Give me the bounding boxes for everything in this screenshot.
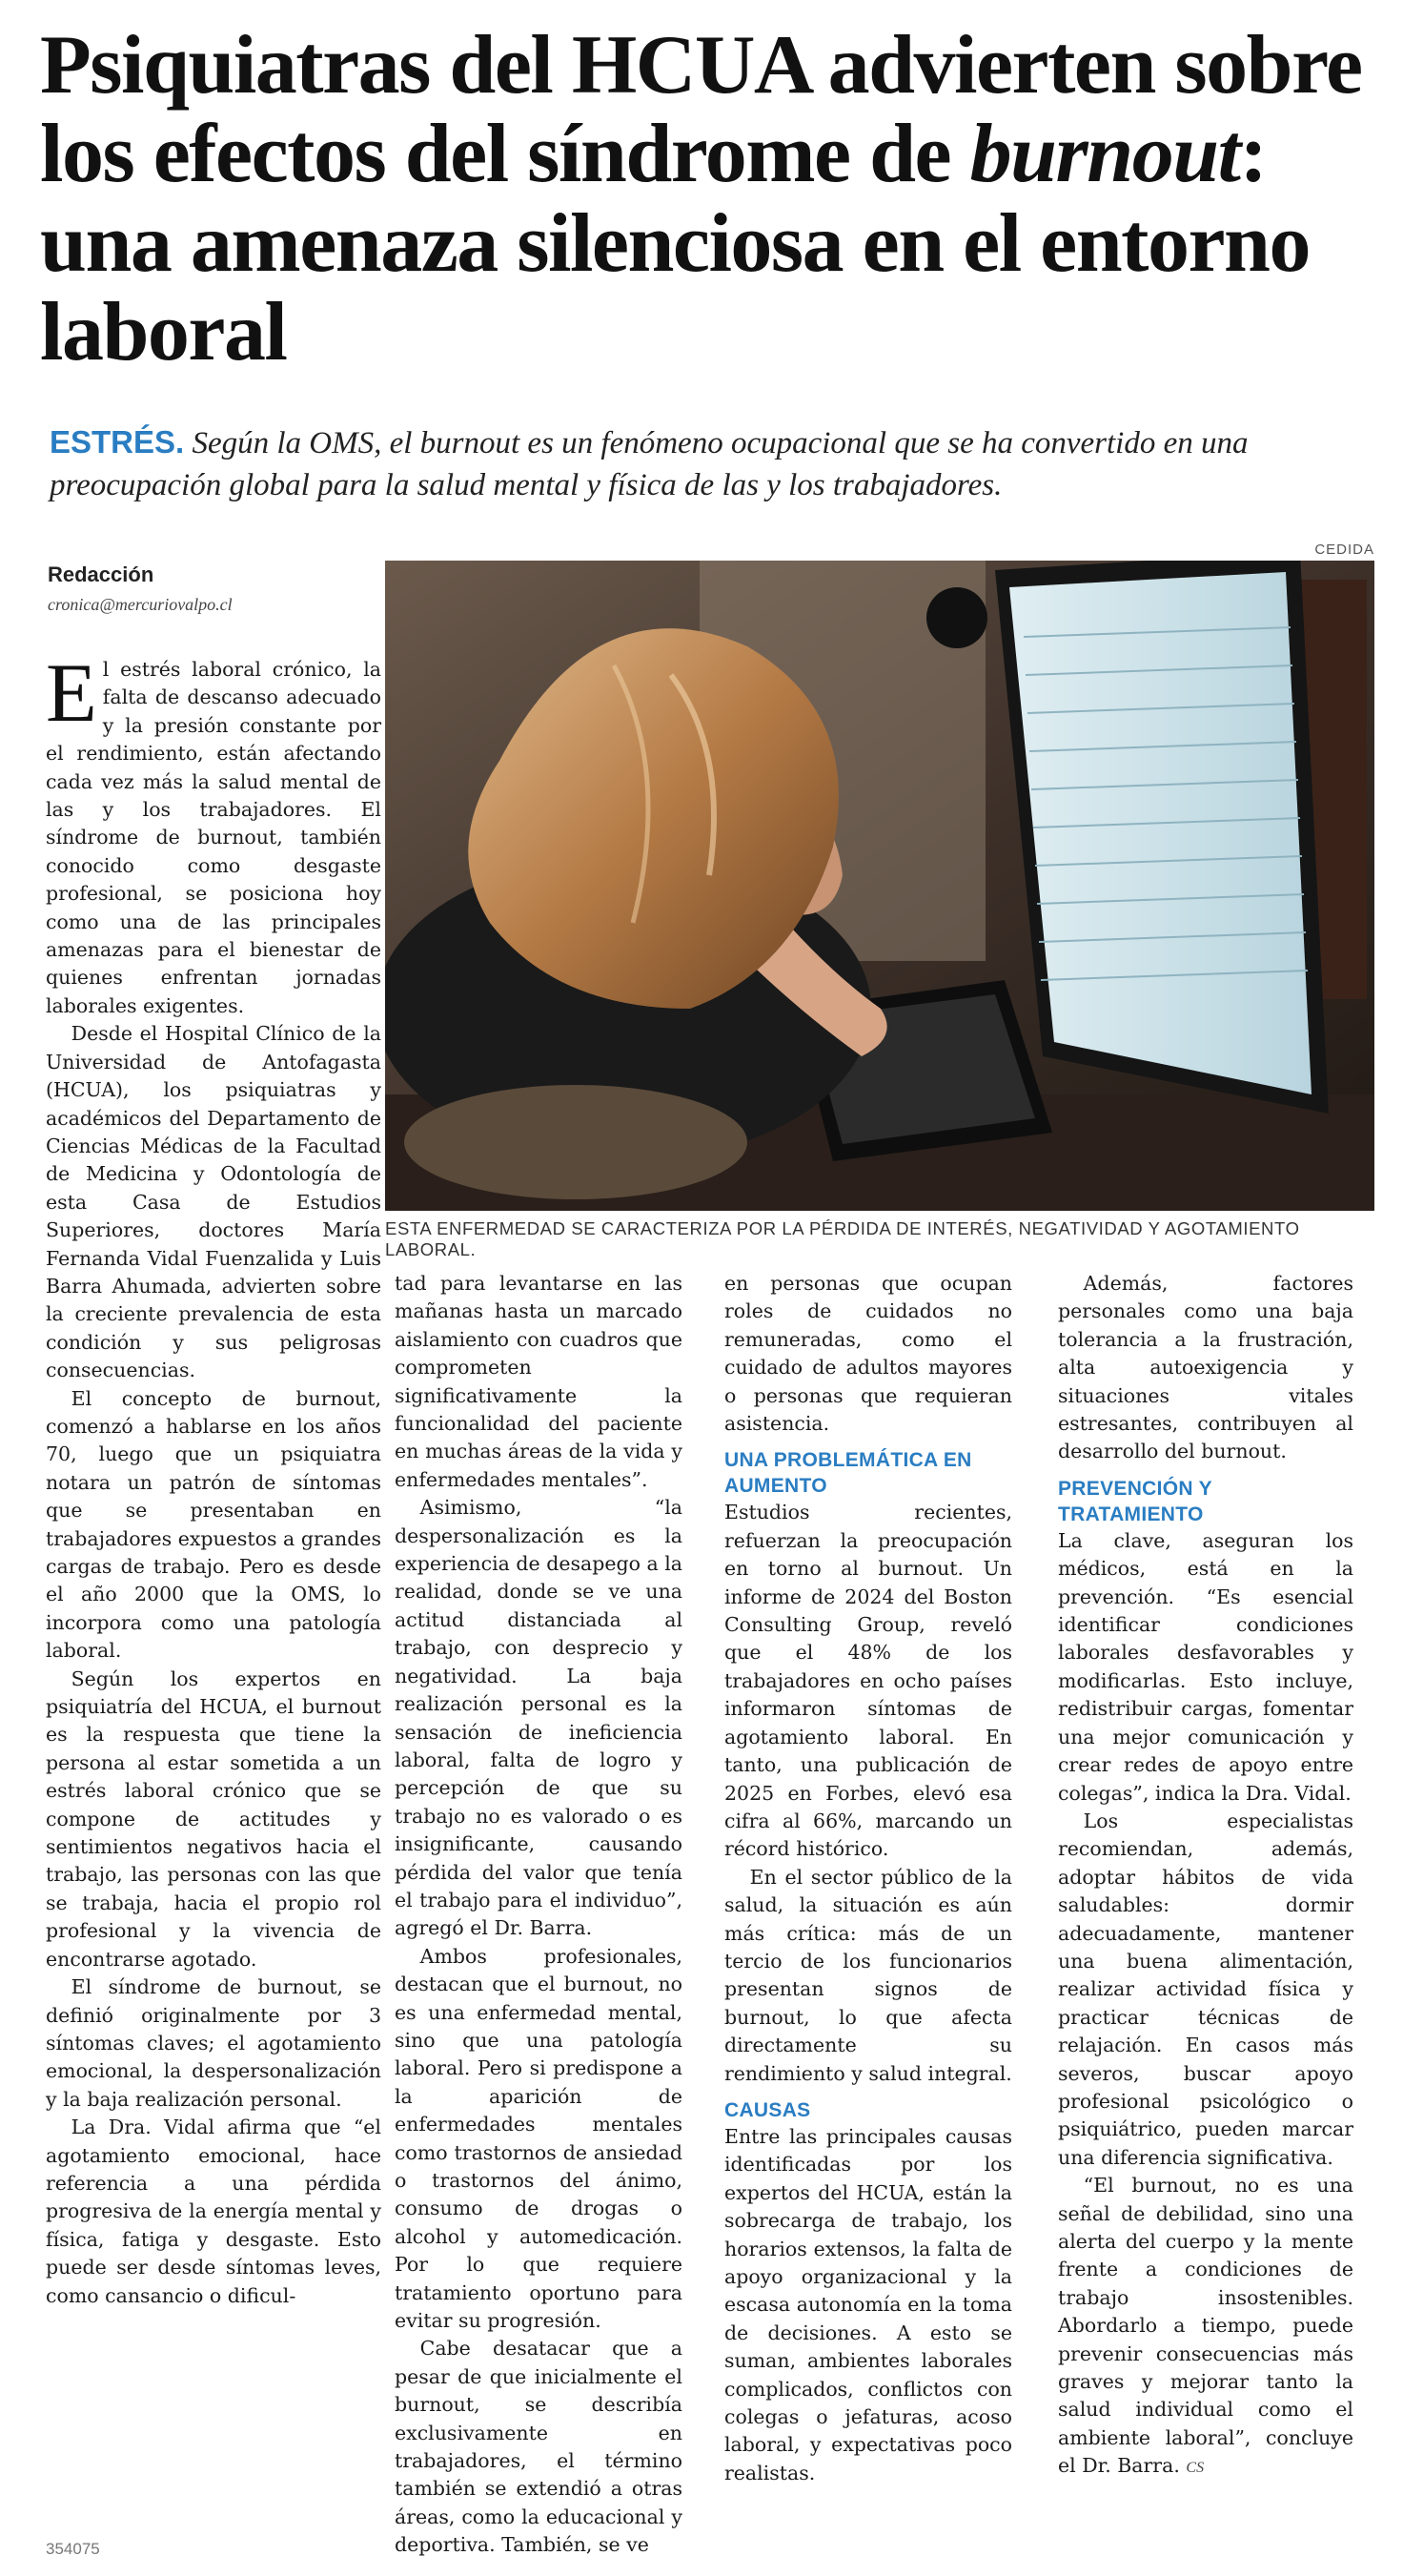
end-mark: CS — [1186, 2460, 1205, 2477]
body-paragraph: El concepto de burnout, comenzó a hablarse en los años 70, luego que un psiquiatra notara un patrón de síntomas que se presentaban en trabajadores expuestos a grandes cargas de trabajo. Pero es desde el año 2000 que la OMS, lo incorpora como una patología laboral. — [46, 1386, 381, 1663]
section-heading-prevencion: PREVENCIÓN Y TRATAMIENTO — [1058, 1477, 1212, 1525]
byline — [48, 562, 372, 615]
byline-email[interactable]: cronica@mercuriovalpo.cl — [48, 595, 233, 614]
photo-caption: ESTA ENFERMEDAD SE CARACTERIZA POR LA PÉRDIDA DE INTERÉS, NEGATIVIDAD Y AGOTAMIENTO LABORAL. — [385, 1218, 1300, 1259]
article-column-1 — [46, 647, 381, 2310]
lead-text: Según la OMS, el burnout es un fenómeno ocupacional que se ha convertido en una preocupación global para la salud mental y física de las y los trabajadores. — [50, 426, 1249, 502]
body-paragraph: Cabe desatacar que a pesar de que inicialmente el burnout, se describía exclusivamente en trabajadores, el término también se extendió a otras áreas, como la educacional y deportiva. También, se ve — [395, 2337, 682, 2557]
body-paragraph: “El burnout, no es una señal de debilidad, sino una alerta del cuerpo y la mente frente a condiciones de trabajo insostenibles. Abordarlo a tiempo, puede prevenir consecuencias más graves y mejorar tanto la salud individual como el ambiente laboral”, concluye el Dr. Barra. CS — [1058, 2174, 1353, 2478]
article-photo — [385, 561, 1374, 1211]
body-paragraph: El estrés laboral crónico, la falta de descanso adecuado y la presión constante por el rendimiento, están afectando cada vez más la salud mental de las y los trabajadores. El síndrome de burnout, también conocido como desgaste profesional, se posiciona hoy como una de las principales amenazas para el bienestar de quienes enfrentan jornadas laborales exigentes. — [46, 647, 381, 1017]
body-paragraph: En el sector público de la salud, la situación es aún más crítica: más de un tercio de los funcionarios presentan signos de burnout, lo que afecta directamente su rendimiento y salud integral. — [724, 1865, 1012, 2085]
body-paragraph: Además, factores personales como una baja tolerancia a la frustración, alta autoexigencia y situaciones vitales estresantes, contribuyen al desarrollo del burnout. — [1058, 1272, 1353, 1463]
body-paragraph: Estudios recientes, refuerzan la preocupación en torno al burnout. Un informe de 2024 del Boston Consulting Group, reveló que el 48% de los trabajadores en ocho países informaron síntomas de agotamiento laboral. En tanto, una publicación de 2025 en Forbes, elevó esa cifra al 66%, marcando un récord histórico. — [724, 1501, 1012, 1861]
body-paragraph: La Dra. Vidal afirma que “el agotamiento emocional, hace referencia a una pérdida progresiva de la energía mental y física, fatiga y desgaste. Esto puede ser desde síntomas leves, como cansancio o dificul- — [46, 2116, 381, 2307]
body-paragraph: Según los expertos en psiquiatría del HCUA, el burnout es la respuesta que tiene la persona al estar sometida a un estrés laboral crónico que se compone de actitudes y sentimientos negativos hacia el trabajo, las personas con las que se trabaja, hacia el propio rol profesional y la vivencia de encontrarse agotado. — [46, 1666, 381, 1971]
body-paragraph: tad para levantarse en las mañanas hasta un marcado aislamiento con cuadros que comprometen significativamente la funcionalidad del paciente en muchas áreas de la vida y enfermedades mentales”. — [395, 1272, 682, 1491]
headline-part1: Psiquiatras del HCUA advierten sobre los efectos del síndrome de — [40, 19, 1362, 201]
body-paragraph: Desde el Hospital Clínico de la Universidad de Antofagasta (HCUA), los psiquiatras y académicos del Departamento de Ciencias Médicas de la Facultad de Medicina y Odontología de esta Casa de Estudios Superiores, doctores María Fernanda Vidal Fuenzalida y Luis Barra Ahumada, advierten sobre la creciente prevalencia de esta condición y sus peligrosas consecuencias. — [46, 1022, 381, 1382]
article-column-3 — [724, 1270, 1012, 2487]
byline-name: Redacción — [48, 562, 154, 586]
body-paragraph: Ambos profesionales, destacan que el burnout, no es una enfermedad mental, sino que una patología laboral. Pero si predispone a la aparición de enfermedades mentales como trastornos de ansiedad o trastornos del ánimo, consumo de drogas o alcohol y automedicación. Por lo que requiere tratamiento oportuno para evitar su progresión. — [395, 1944, 682, 2333]
body-paragraph: Los especialistas recomiendan, además, adoptar hábitos de vida saludables: dormir adecuadamente, mantener una buena alimentación, realizar actividad física y practicar técnicas de relajación. En casos más severos, buscar apoyo profesional psicológico o psiquiátrico, pueden marcar una diferencia significativa. — [1058, 1809, 1353, 2169]
headline-part2: : una amenaza silenciosa en el entorno laboral — [40, 108, 1310, 378]
body-paragraph: Entre las principales causas identificadas por los expertos del HCUA, están la sobrecarga de trabajo, los horarios extensos, la falta de apoyo organizacional y la escasa autonomía en la toma de decisiones. A esto se suman, ambientes laborales complicados, conflictos con colegas o jefaturas, acoso laboral, y expectativas poco realistas. — [724, 2124, 1012, 2484]
body-paragraph: El síndrome de burnout, se definió originalmente por 3 síntomas claves; el agotamiento emocional, la despersonalización y la baja realización personal. — [46, 1975, 381, 2111]
photo-illustration — [385, 561, 1374, 1211]
drop-cap: E — [46, 647, 97, 740]
body-paragraph: en personas que ocupan roles de cuidados no remuneradas, como el cuidado de adultos mayores o personas que requieran asistencia. — [724, 1272, 1012, 1436]
lead-kicker: ESTRÉS. — [50, 424, 185, 460]
body-paragraph: La clave, aseguran los médicos, está en la prevención. “Es esencial identificar condiciones laborales desfavorables y modificarlas. Esto incluye, redistribuir cargas, fomentar una mejor comunicación y crear redes de apoyo entre colegas”, indica la Dra. Vidal. — [1058, 1528, 1353, 1805]
headline — [40, 21, 1374, 377]
article-column-4 — [1058, 1270, 1353, 2483]
lead-paragraph — [50, 421, 1374, 506]
article-column-2 — [395, 1270, 682, 2560]
headline-emphasis: burnout — [969, 108, 1240, 201]
section-heading-causas: CAUSAS — [724, 2098, 811, 2121]
clip-code: 354075 — [46, 2540, 100, 2558]
photo-credit: CEDIDA — [1314, 542, 1374, 558]
body-paragraph: Asimismo, “la despersonalización es la experiencia de desapego a la realidad, donde se ve una actitud distanciada al trabajo, con desprecio y negatividad. La baja realización personal es la sensación de ineficiencia laboral, falta de logro y percepción de que su trabajo no es valorado o es insignificante, causando pérdida del valor que tenía el trabajo para el individuo”, agregó el Dr. Barra. — [395, 1496, 682, 1940]
section-heading-problematica: UNA PROBLEMÁTICA EN AUMENTO — [724, 1449, 972, 1498]
